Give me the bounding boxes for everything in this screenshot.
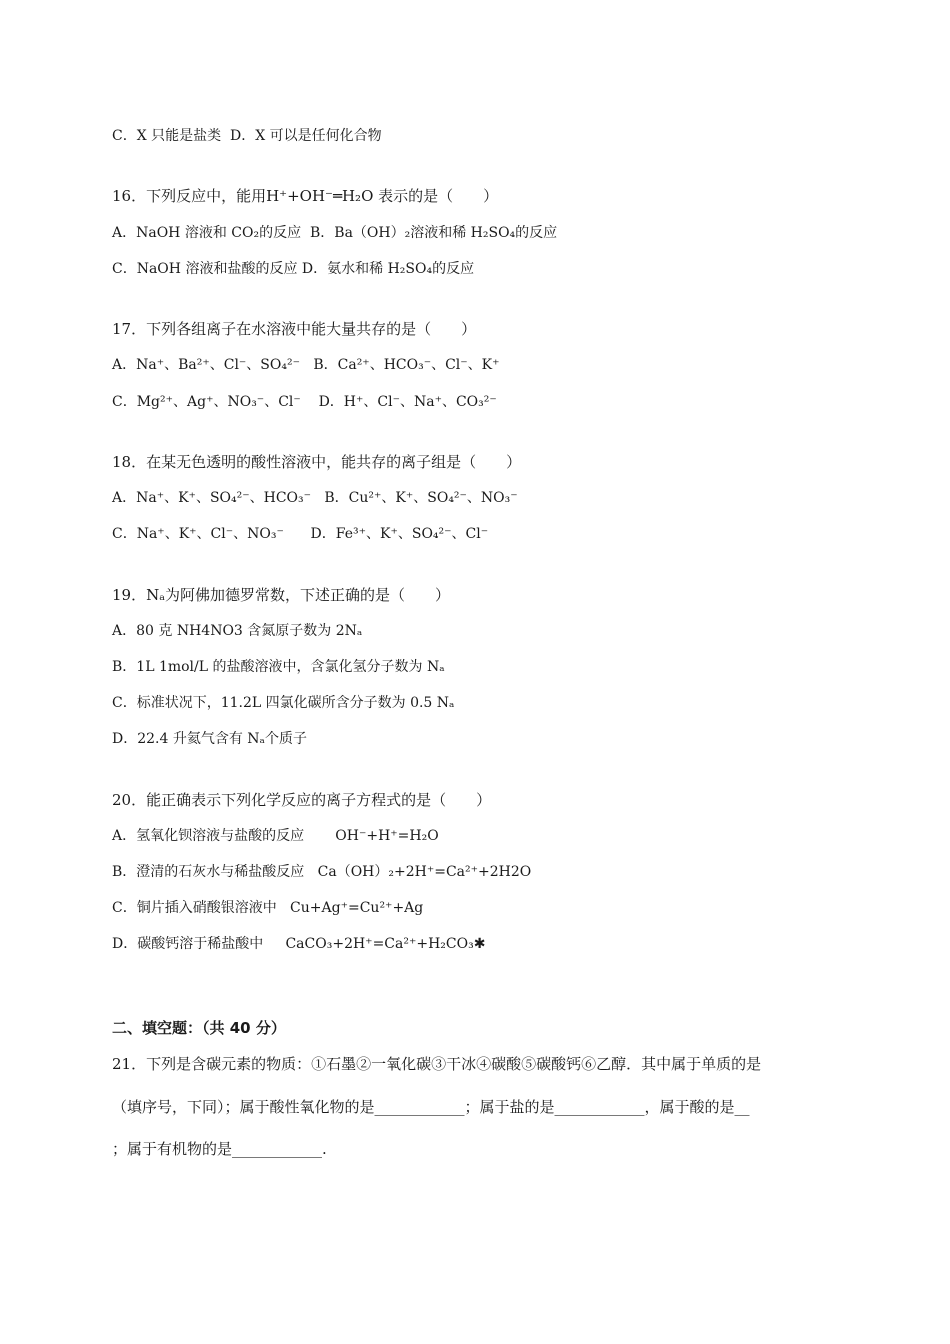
q18-options-cd: C．Na⁺、K⁺、Cl⁻、NO₃⁻ D．Fe³⁺、K⁺、SO₄²⁻、Cl⁻ (112, 526, 489, 542)
section-title-fill-in: 二、填空题：（共 40 分） (112, 1019, 286, 1037)
q19-stem: 19．Nₐ为阿佛加德罗常数，下述正确的是（ ） (112, 586, 451, 604)
q19-option-a: A．80 克 NH4NO3 含氮原子数为 2Nₐ (112, 623, 363, 639)
q15-options-cd: C．X 只能是盐类 D．X 可以是任何化合物 (112, 128, 382, 144)
q19-option-d: D．22.4 升氦气含有 Nₐ个质子 (112, 731, 307, 747)
q21-stem-line1: 21．下列是含碳元素的物质：①石墨②一氧化碳③干冰④碳酸⑤碳酸钙⑥乙醇．其中属于单质的是 (112, 1055, 762, 1073)
q20-option-b: B．澄清的石灰水与稀盐酸反应 Ca（OH）₂+2H⁺=Ca²⁺+2H2O (112, 864, 532, 880)
q17-options-cd: C．Mg²⁺、Ag⁺、NO₃⁻、Cl⁻ D．H⁺、Cl⁻、Na⁺、CO₃²⁻ (112, 394, 497, 410)
q19-option-c: C．标准状况下，11.2L 四氯化碳所含分子数为 0.5 Nₐ (112, 695, 455, 711)
q16-stem: 16．下列反应中，能用H⁺+OH⁻═H₂O 表示的是（ ） (112, 187, 499, 205)
q17-options-ab: A．Na⁺、Ba²⁺、Cl⁻、SO₄²⁻ B．Ca²⁺、HCO₃⁻、Cl⁻、K⁺ (112, 357, 500, 373)
q20-option-a: A．氢氧化钡溶液与盐酸的反应 OH⁻+H⁺=H₂O (112, 828, 439, 844)
q16-options-cd: C．NaOH 溶液和盐酸的反应 D．氨水和稀 H₂SO₄的反应 (112, 261, 475, 277)
q20-stem: 20．能正确表示下列化学反应的离子方程式的是（ ） (112, 791, 492, 809)
q21-stem-line2: （填序号，下同）；属于酸性氧化物的是____________；属于盐的是____________，属于酸的是__ (112, 1098, 750, 1116)
q20-option-c: C．铜片插入硝酸银溶液中 Cu+Ag⁺=Cu²⁺+Ag (112, 900, 424, 916)
q19-option-b: B．1L 1mol/L 的盐酸溶液中，含氯化氢分子数为 Nₐ (112, 659, 445, 675)
q20-option-d: D．碳酸钙溶于稀盐酸中 CaCO₃+2H⁺=Ca²⁺+H₂CO₃✱ (112, 936, 486, 952)
q16-options-ab: A．NaOH 溶液和 CO₂的反应 B．Ba（OH）₂溶液和稀 H₂SO₄的反应 (112, 225, 558, 241)
q17-stem: 17．下列各组离子在水溶液中能大量共存的是（ ） (112, 320, 477, 338)
q21-stem-line3: ；属于有机物的是____________. (112, 1140, 327, 1158)
q18-stem: 18．在某无色透明的酸性溶液中，能共存的离子组是（ ） (112, 453, 522, 471)
q18-options-ab: A．Na⁺、K⁺、SO₄²⁻、HCO₃⁻ B．Cu²⁺、K⁺、SO₄²⁻、NO₃⁻ (112, 490, 518, 506)
